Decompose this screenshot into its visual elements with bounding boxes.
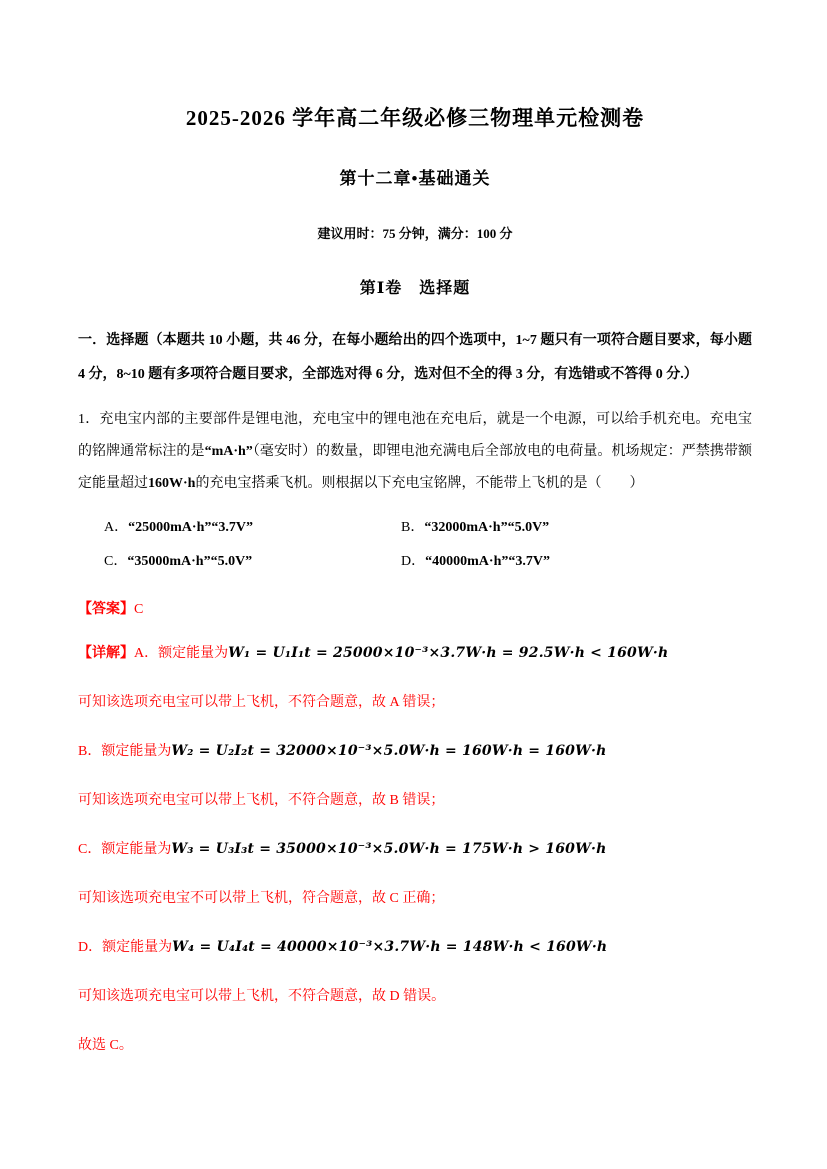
question-1-stem xyxy=(78,404,752,500)
answer-value: C xyxy=(134,602,144,617)
explanation-text: C．额定能量为 xyxy=(78,842,172,857)
stem-bold-mah: “mA·h” xyxy=(204,444,253,459)
stem-text-2: （毫安时）的数量，即锂电池充满电后全部放电的电荷量。机场规定：严禁携带额定能量超过 xyxy=(78,444,753,491)
stem-bold-160wh: 160W·h xyxy=(148,476,196,491)
stem-text-3: 的充电宝搭乘飞机。则根据以下充电宝铭牌，不能带上飞机的是（ ） xyxy=(195,476,644,491)
option-d-value: “40000mA·h”“3.7V” xyxy=(425,554,550,569)
option-b-value: “32000mA·h”“5.0V” xyxy=(424,520,550,535)
explanation-text: D．额定能量为 xyxy=(78,940,173,955)
explanation-line-2 xyxy=(78,689,752,716)
option-d-label: D． xyxy=(401,554,426,569)
exam-meta-line: 建议用时：75 分钟，满分：100 分 xyxy=(317,226,513,241)
explanation-line-3 xyxy=(78,738,752,765)
explanation-text: 可知该选项充电宝可以带上飞机，不符合题意，故 D 错误。 xyxy=(78,989,446,1004)
explanation-line-1 xyxy=(78,640,752,667)
explanation-line-4 xyxy=(78,787,752,814)
explanation-line-9 xyxy=(78,1032,752,1059)
explanation-text: 可知该选项充电宝不可以带上飞机，符合题意，故 C 正确； xyxy=(78,891,445,906)
stem-text-1: 1．充电宝内部的主要部件是锂电池，充电宝中的锂电池在充电后，就是一个电源，可以给手机充电。充电宝的铭牌通常标注的是 xyxy=(78,412,752,459)
answer-line xyxy=(78,598,752,618)
detail-label: 【详解】 xyxy=(78,646,134,661)
option-b-label: B． xyxy=(401,520,425,535)
conclusion-text: 故选 C。 xyxy=(78,1038,133,1053)
option-c-label: C． xyxy=(104,554,128,569)
option-c-value: “35000mA·h”“5.0V” xyxy=(127,554,253,569)
formula-w4: W₄ = U₄I₄t = 40000×10⁻³×3.7W·h = 148W·h < 160W·h xyxy=(172,939,608,955)
option-b xyxy=(401,516,752,536)
section-instructions: 一．选择题（本题共 10 小题，共 46 分，在每小题给出的四个选项中，1~7 题只有一项符合题目要求，每小题 4 分，8~10 题有多项符合题目要求，全部选对得 6 分，选对但不全的得 3 分，有选错或不答得 0 分.） xyxy=(78,333,752,382)
option-d xyxy=(401,550,752,570)
explanation-line-7 xyxy=(78,934,752,961)
explanation-line-8 xyxy=(78,983,752,1010)
explanation-text: B．额定能量为 xyxy=(78,744,172,759)
option-a xyxy=(104,516,401,536)
explanation-line-5 xyxy=(78,836,752,863)
explanation-line-6 xyxy=(78,885,752,912)
part-title: 第Ⅰ卷 选择题 xyxy=(359,280,471,297)
formula-w2: W₂ = U₂I₂t = 32000×10⁻³×5.0W·h = 160W·h = 160W·h xyxy=(171,743,607,759)
answer-label: 【答案】 xyxy=(78,602,134,617)
explanation-text: 可知该选项充电宝可以带上飞机，不符合题意，故 B 错误； xyxy=(78,793,445,808)
option-a-label: A． xyxy=(104,520,129,535)
option-a-value: “25000mA·h”“3.7V” xyxy=(128,520,253,535)
chapter-subtitle: 第十二章•基础通关 xyxy=(339,169,491,188)
formula-w1: W₁ = U₁I₁t = 25000×10⁻³×3.7W·h = 92.5W·h < 160W·h xyxy=(228,645,669,661)
explanation-text: 可知该选项充电宝可以带上飞机，不符合题意，故 A 错误； xyxy=(78,695,445,710)
document-title: 2025-2026 学年高二年级必修三物理单元检测卷 xyxy=(185,106,645,130)
question-1-options xyxy=(104,516,752,570)
option-c xyxy=(104,550,401,570)
explanation-text: A．额定能量为 xyxy=(134,646,229,661)
formula-w3: W₃ = U₃I₃t = 35000×10⁻³×5.0W·h = 175W·h > 160W·h xyxy=(171,841,607,857)
